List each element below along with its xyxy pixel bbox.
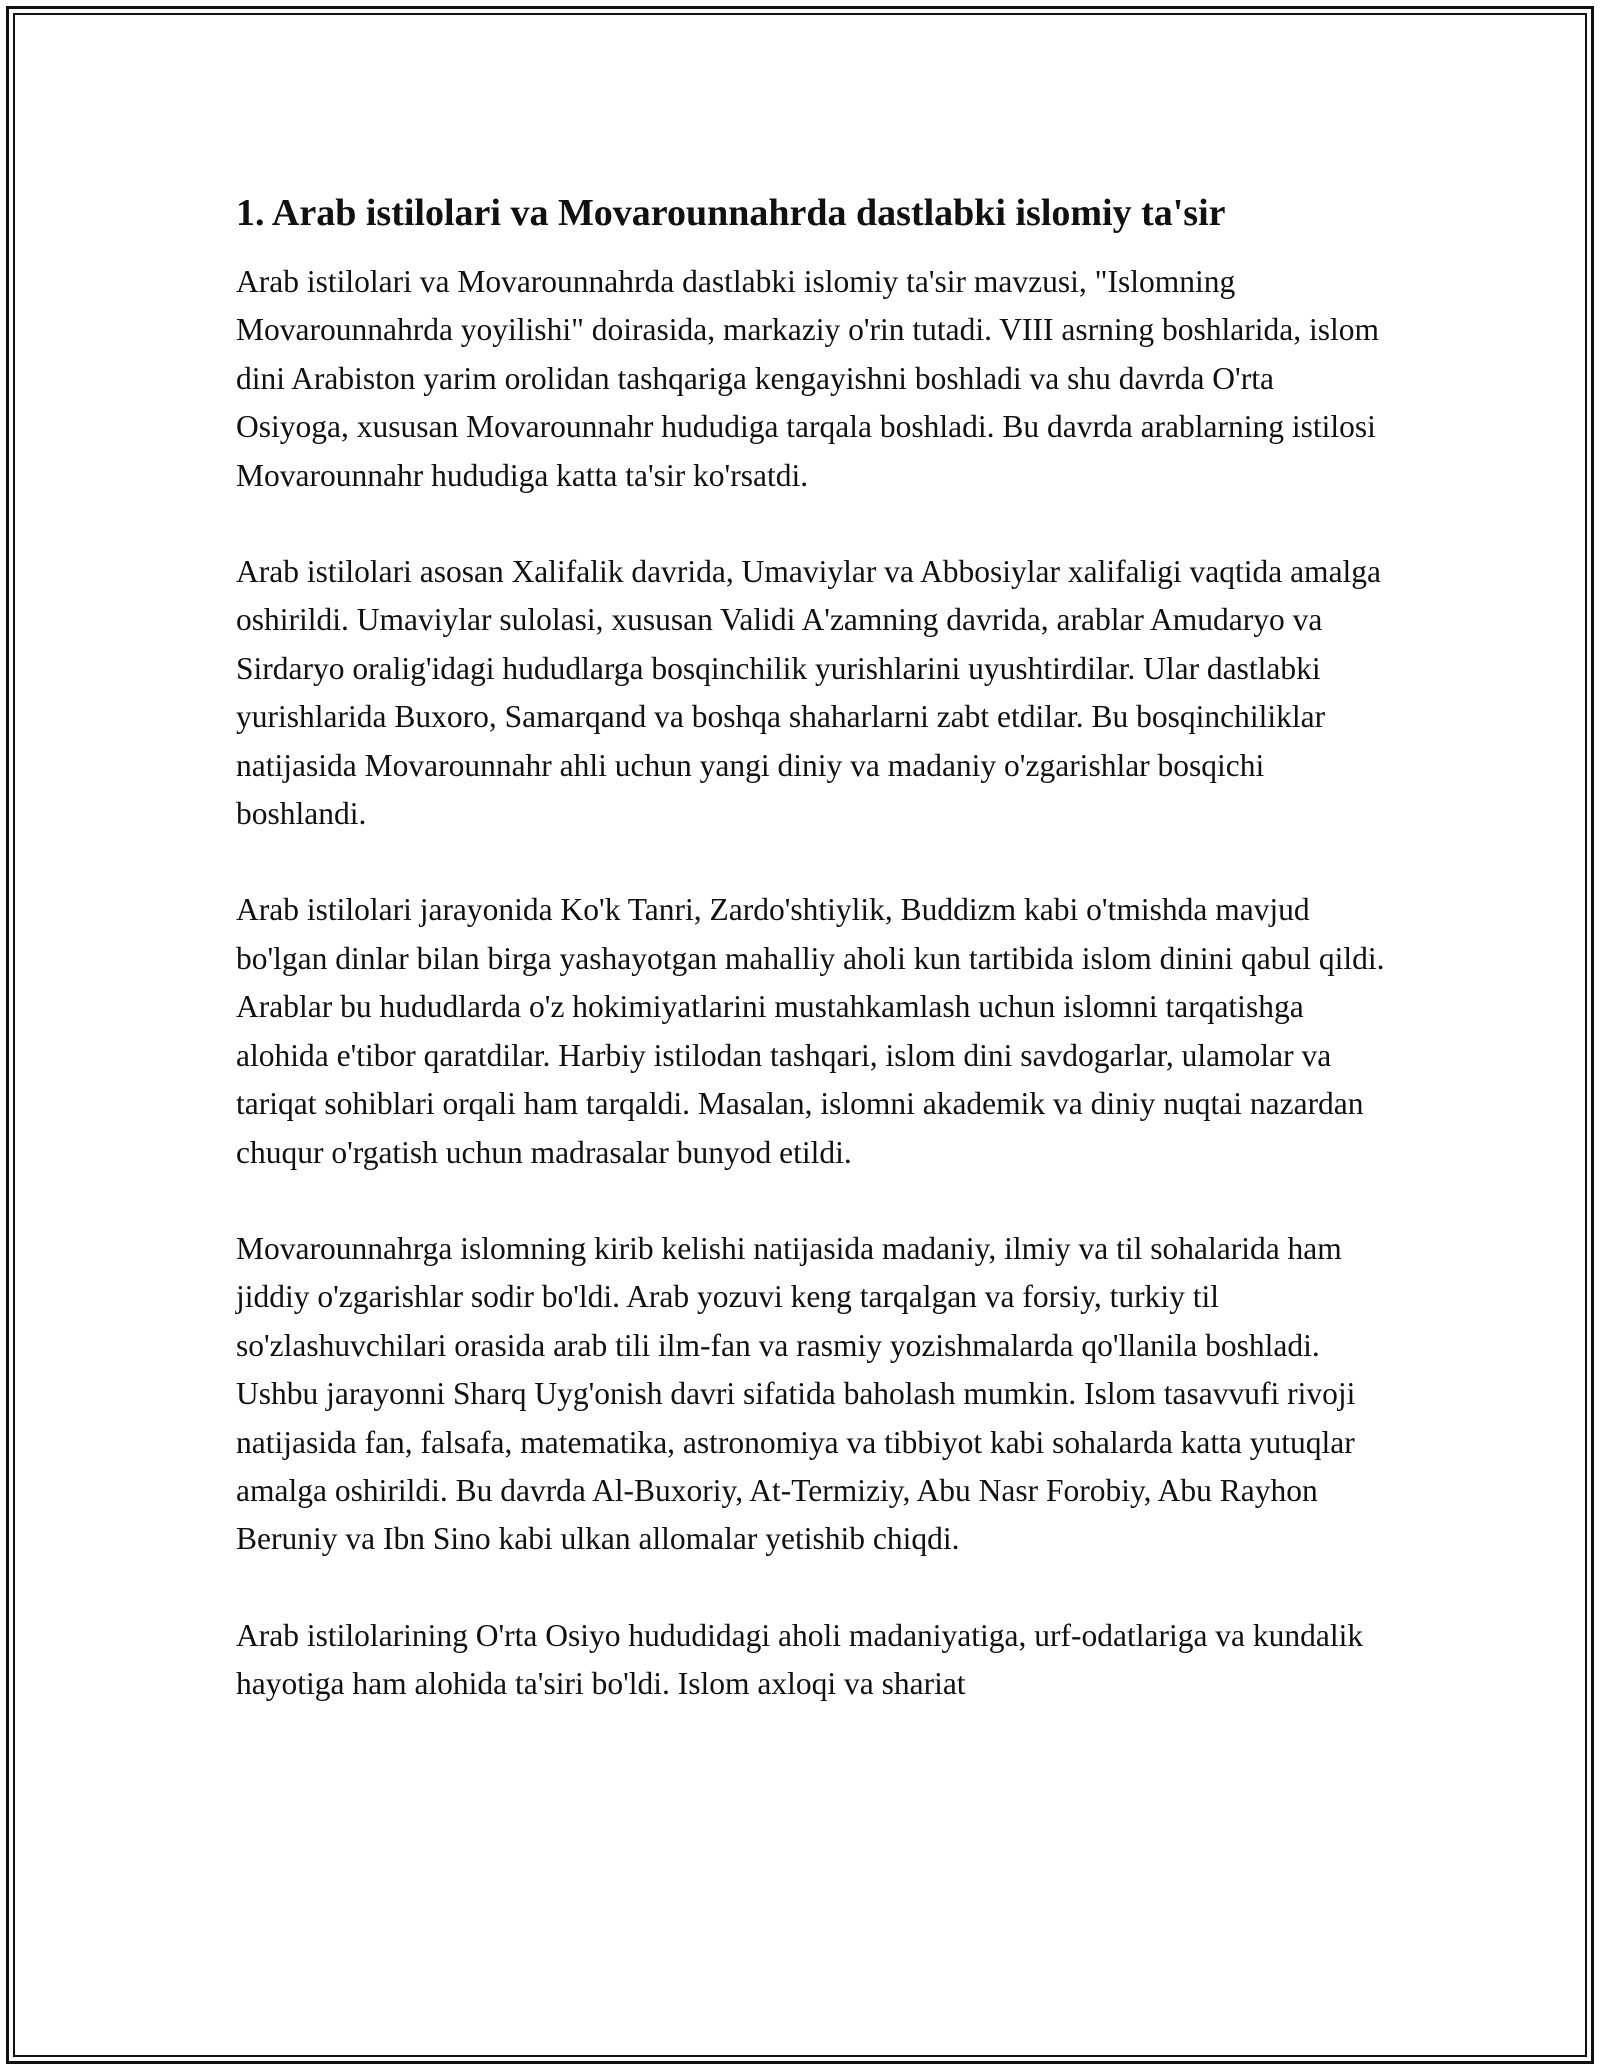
paragraph-5: Arab istilolarining O'rta Osiyo hududidagi aholi madaniyatiga, urf-odatlariga va kundalik hayotiga ham alohida ta'siri bo'ldi. Islom axloqi va shariat [236,1617,1364,1702]
document-body [236,186,1386,1757]
paragraph-2: Arab istilolari asosan Xalifalik davrida, Umaviylar va Abbosiylar xalifaligi vaqtida amalga oshirildi. Umaviylar sulolasi, xususan Validi A'zamning davrida, arablar Amudaryo va Sirdaryo oralig'idagi hududlarga bosqinchilik yurishlarini uyushtirdilar. Ular dastlabki yurishlarida Buxoro, Samarqand va boshqa shaharlarni zabt etdilar. Bu bosqinchiliklar natijasida Movarounnahr ahli uchun yangi diniy va madaniy o'zgarishlar bosqichi boshlandi. [236,554,1382,832]
paragraph-4: Movarounnahrga islomning kirib kelishi natijasida madaniy, ilmiy va til sohalarida ham jiddiy o'zgarishlar sodir bo'ldi. Arab yozuvi keng tarqalgan va forsiy, turkiy til so'zlashuvchilari orasida arab tili ilm-fan va rasmiy yozishmalarda qo'llanila boshladi. Ushbu jarayonni Sharq Uyg'onish davri sifatida baholash mumkin. Islom tasavvufi rivoji natijasida fan, falsafa, matematika, astronomiya va tibbiyot kabi sohalarda katta yutuqlar amalga oshirildi. Bu davrda Al-Buxoriy, At-Termiziy, Abu Nasr Forobiy, Abu Rayhon Beruniy va Ibn Sino kabi ulkan allomalar yetishib chiqdi. [236,1230,1356,1557]
section-heading: 1. Arab istilolari va Movarounnahrda dastlabki islomiy ta'sir [236,192,1226,234]
paragraph-1: Arab istilolari va Movarounnahrda dastlabki islomiy ta'sir mavzusi, "Islomning Movarounnahrda yoyilishi" doirasida, markaziy o'rin tutadi. VIII asrning boshlarida, islom dini Arabiston yarim orolidan tashqariga kengayishni boshladi va shu davrda O'rta Osiyoga, xususan Movarounnahr hududiga tarqala boshladi. Bu davrda arablarning istilosi Movarounnahr hududiga katta ta'sir ko'rsatdi. [236,264,1379,493]
paragraph-3: Arab istilolari jarayonida Ko'k Tanri, Zardo'shtiylik, Buddizm kabi o'tmishda mavjud bo'lgan dinlar bilan birga yashayotgan mahalliy aholi kun tartibida islom dinini qabul qildi. Arablar bu hududlarda o'z hokimiyatlarini mustahkamlash uchun islomni tarqatishga alohida e'tibor qaratdilar. Harbiy istilodan tashqari, islom dini savdogarlar, ulamolar va tariqat sohiblari orqali ham tarqaldi. Masalan, islomni akademik va diniy nuqtai nazardan chuqur o'rgatish uchun madrasalar bunyod etildi. [236,892,1385,1170]
